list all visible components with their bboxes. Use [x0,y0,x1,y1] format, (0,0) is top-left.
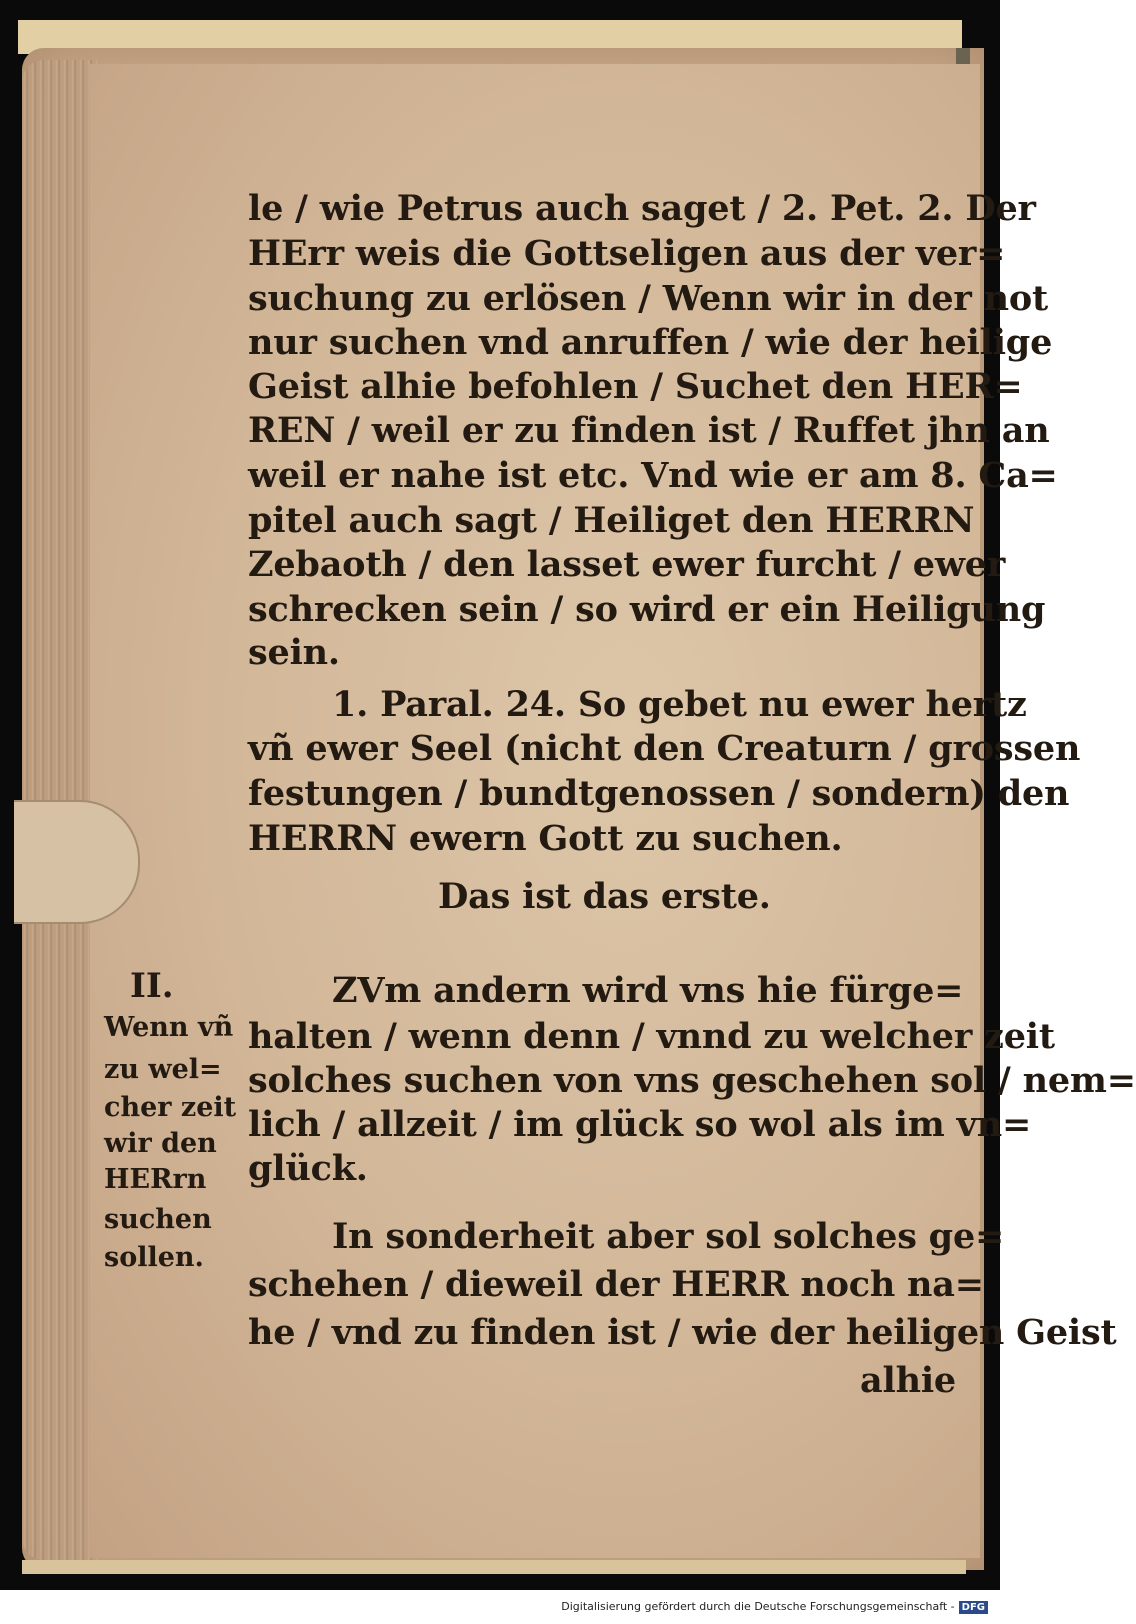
page-bottom-edge [22,1560,966,1574]
margin-line: HERrn [104,1164,207,1195]
margin-line: cher zeit [104,1092,237,1123]
text-line: suchung zu erlösen / Wenn wir in der not [248,278,1048,319]
text-line: sein. [248,632,340,673]
margin-line: suchen [104,1204,212,1235]
catchword: alhie [860,1360,956,1401]
text-line: glück. [248,1148,368,1189]
text-line: lich / allzeit / im glück so wol als im vn= [248,1104,1032,1145]
page-tab-marker [14,800,140,924]
funding-credit-text: Digitalisierung gefördert durch die Deutsche Forschungsgemeinschaft - [561,1600,955,1613]
text-line: he / vnd zu finden ist / wie der heiligen Geist [248,1312,1117,1353]
section-closing-line: Das ist das erste. [438,876,771,917]
text-line: schehen / dieweil der HERR noch na= [248,1264,984,1305]
margin-line: Wenn vñ [104,1012,234,1043]
text-line: HErr weis die Gottseligen aus der ver= [248,233,1006,274]
text-line: pitel auch sagt / Heiliget den HERRN [248,500,975,541]
margin-line: sollen. [104,1242,204,1273]
text-line: weil er nahe ist etc. Vnd wie er am 8. Ca= [248,455,1058,496]
funding-credit [561,1600,988,1614]
text-line: solches suchen von vns geschehen sol / nem= [248,1060,1136,1101]
text-line: vñ ewer Seel (nicht den Creaturn / grossen [248,728,1081,769]
section-heading-line: ZVm andern wird vns hie fürge= [332,970,964,1011]
text-line: Geist alhie befohlen / Suchet den HER= [248,366,1023,407]
dfg-logo: DFG [959,1601,988,1614]
margin-line: zu wel= [104,1054,222,1085]
margin-line: wir den [104,1128,217,1159]
text-line: halten / wenn denn / vnnd zu welcher zeit [248,1016,1055,1057]
text-line: Zebaoth / den lasset ewer furcht / ewer [248,544,1006,585]
text-line: nur suchen vnd anruffen / wie der heilige [248,322,1053,363]
text-line: In sonderheit aber sol solches ge= [332,1216,1005,1257]
text-line: schrecken sein / so wird er ein Heiligung [248,589,1046,630]
text-line: HERRN ewern Gott zu suchen. [248,818,843,859]
text-line: festungen / bundtgenossen / sondern) den [248,773,1070,814]
text-line: le / wie Petrus auch saget / 2. Pet. 2. Der [248,188,1036,229]
text-line: REN / weil er zu finden ist / Ruffet jhn an [248,410,1050,451]
text-line: 1. Paral. 24. So gebet nu ewer hertz [332,684,1027,725]
margin-numeral: II. [130,966,174,1006]
